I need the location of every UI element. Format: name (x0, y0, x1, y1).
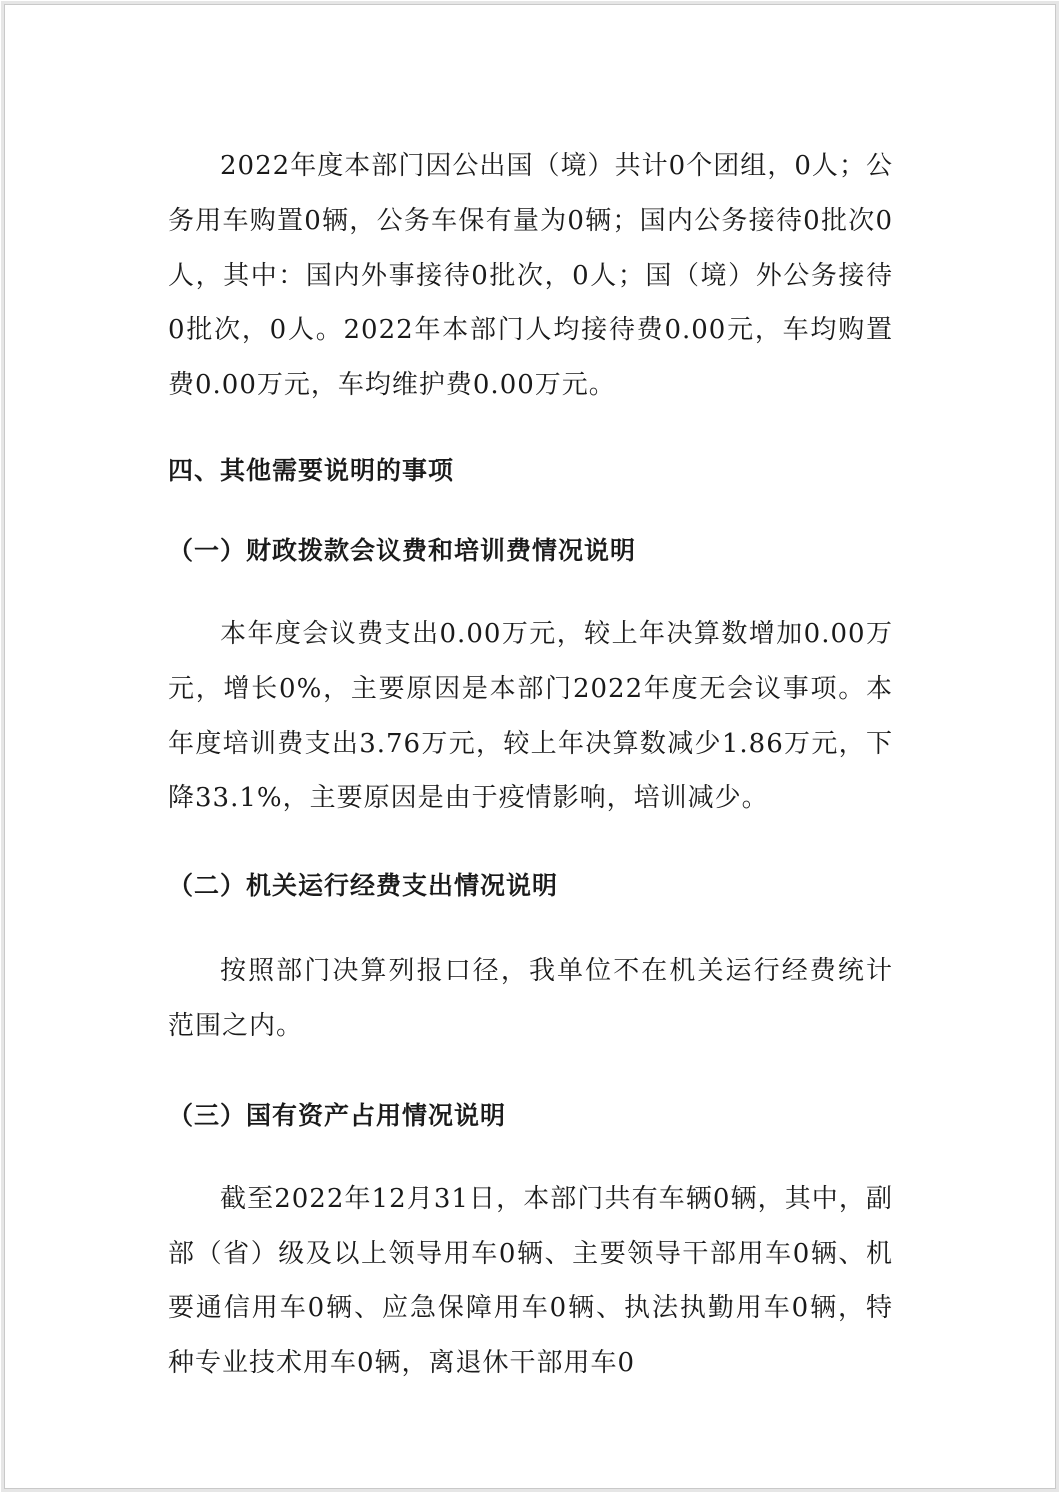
paragraph-operating-expenses: 按照部门决算列报口径，我单位不在机关运行经费统计范围之内。 (168, 956, 893, 1041)
paragraph-meeting-training: 本年度会议费支出0.00万元，较上年决算数增加0.00万元，增长0%，主要原因是本部门2022年度无会议事项。本年度培训费支出3.76万元，较上年决算数减少1.86万元，下降33.1%，主要原因是由于疫情影响，培训减少。 (168, 618, 893, 814)
subsection-heading-operating-expenses: （二）机关运行经费支出情况说明 (168, 871, 559, 901)
paragraph-state-assets: 截至2022年12月31日，本部门共有车辆0辆，其中，副部（省）级及以上领导用车0辆、主要领导干部用车0辆、机要通信用车0辆、应急保障用车0辆、执法执勤用车0辆，特种专业技术用车0辆，离退休干部用车0 (168, 1183, 893, 1379)
document-body (168, 139, 893, 1391)
document-page (4, 4, 1056, 1489)
subsection-heading-meeting-training: （一）财政拨款会议费和培训费情况说明 (168, 535, 637, 565)
section-heading-other-matters: 四、其他需要说明的事项 (168, 455, 455, 485)
subsection-heading-state-assets: （三）国有资产占用情况说明 (168, 1100, 507, 1130)
paragraph-overseas-travel-vehicles-reception: 2022年度本部门因公出国（境）共计0个团组，0人；公务用车购置0辆，公务车保有量为0辆；国内公务接待0批次0人，其中：国内外事接待0批次，0人；国（境）外公务接待0批次，0人。2022年本部门人均接待费0.00元，车均购置费0.00万元，车均维护费0.00万元。 (168, 151, 893, 401)
